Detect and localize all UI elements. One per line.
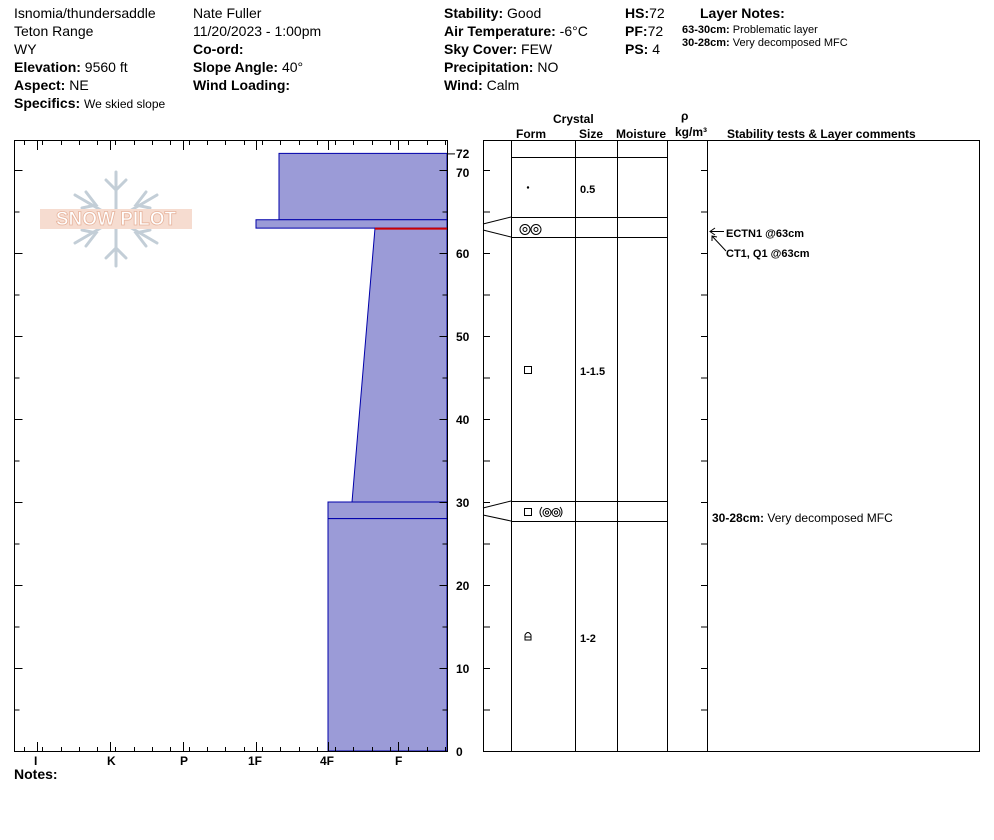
hardness-tick-label: I	[34, 754, 38, 768]
hs-label: HS:	[625, 5, 650, 21]
coord-label: Co-ord:	[193, 41, 244, 57]
elevation-value: 9560 ft	[84, 59, 128, 75]
dot-crystal-icon	[527, 186, 529, 188]
layer-comment	[712, 509, 893, 527]
double-circle-crystal-icon	[520, 225, 541, 235]
layer-comment-range: 30-28cm:	[712, 511, 765, 525]
hardness-tick-label: 4F	[320, 754, 335, 768]
sky-value: FEW	[521, 41, 553, 57]
hardness-tick-label: P	[180, 754, 189, 768]
snowpilot-logo	[40, 172, 192, 266]
layer-note-2-range: 30-28cm:	[682, 37, 730, 49]
depth-tick-label: 50	[456, 330, 470, 344]
double-circle-crystal-icon-2	[540, 507, 562, 517]
depth-tick-label: 70	[456, 166, 470, 180]
range: Teton Range	[14, 23, 94, 39]
hardness-layer-1	[279, 153, 447, 219]
layer-comment-text: Very decomposed MFC	[767, 511, 893, 525]
specifics-label: Specifics:	[14, 95, 81, 111]
hardness-tick-label: 1F	[248, 754, 263, 768]
datetime: 11/20/2023 - 1:00pm	[193, 23, 322, 39]
airtemp-value: -6°C	[559, 23, 588, 39]
hardness-tick-label: K	[107, 754, 116, 768]
rho-header: ρ	[681, 109, 689, 123]
depth-tick-label: 60	[456, 247, 470, 261]
layer-boundary-link	[483, 217, 511, 224]
precip-label: Precipitation:	[444, 59, 534, 75]
size-label-3: 1-1.5	[580, 366, 606, 378]
notes-label: Notes:	[14, 766, 58, 782]
stability-label: Stability:	[444, 5, 504, 21]
hardness-layer-2	[256, 220, 447, 228]
depth-tick-label: 72	[456, 147, 470, 162]
square-crystal-icon	[525, 367, 532, 374]
depth-tick-label: 0	[456, 745, 463, 759]
state: WY	[14, 41, 37, 57]
hs-value: 72	[649, 5, 665, 21]
observer: Nate Fuller	[193, 5, 262, 21]
layer-note-1-range: 63-30cm:	[682, 24, 730, 36]
layer-note-2-text: Very decomposed MFC	[732, 37, 848, 49]
crystal-header: Crystal	[553, 112, 594, 126]
depth-tick-label: 20	[456, 579, 470, 593]
precip-value: NO	[537, 59, 559, 75]
aspect-label: Aspect:	[14, 77, 66, 93]
moisture-header: Moisture	[616, 127, 667, 141]
depth-tick-label: 30	[456, 496, 470, 510]
layer-boundary-link	[483, 230, 511, 237]
aspect-value: NE	[69, 77, 89, 93]
wind-label: Wind:	[444, 77, 483, 93]
wind-loading-label: Wind Loading:	[193, 77, 291, 93]
form-header: Form	[516, 127, 546, 141]
hardness-layer-3	[352, 228, 447, 502]
depth-tick-label: 10	[456, 662, 470, 676]
hardness-tick-label: F	[395, 754, 403, 768]
size-header: Size	[579, 127, 604, 141]
hardness-layer-5	[328, 519, 447, 751]
hardness-layer-4	[328, 502, 447, 519]
airtemp-label: Air Temperature:	[444, 23, 556, 39]
square-crystal-icon-2	[525, 509, 532, 516]
pf-value: 72	[647, 23, 664, 39]
pf-label: PF:	[625, 23, 648, 39]
specifics-value: We skied slope	[84, 97, 166, 111]
size-label-1: 0.5	[580, 184, 596, 196]
location: Isnomia/thundersaddle	[14, 5, 156, 21]
hardness-layers	[256, 153, 447, 751]
logo-text: SNOW PILOT	[55, 209, 177, 230]
size-label-5: 1-2	[580, 633, 596, 645]
slope-value: 40°	[281, 59, 304, 75]
stability-test-2: CT1, Q1 @63cm	[726, 248, 810, 260]
cup-crystal-icon	[525, 633, 531, 641]
depth-tick-label: 40	[456, 413, 470, 427]
elevation-label: Elevation:	[14, 59, 81, 75]
wind-value: Calm	[486, 77, 520, 93]
slope-label: Slope Angle:	[193, 59, 279, 75]
ps-label: PS:	[625, 41, 649, 57]
sky-label: Sky Cover:	[444, 41, 518, 57]
density-unit-header: kg/m³	[675, 125, 708, 139]
stability-test-1: ECTN1 @63cm	[726, 228, 804, 240]
stability-tests-header: Stability tests & Layer comments	[727, 127, 916, 141]
stability-value: Good	[507, 5, 542, 21]
ps-value: 4	[652, 41, 661, 57]
stability-test-arrows	[710, 228, 726, 251]
layer-table-grid	[483, 140, 726, 751]
layer-note-1-text: Problematic layer	[732, 24, 818, 36]
layer-boundary-link	[483, 515, 511, 521]
layer-notes-title: Layer Notes:	[700, 5, 785, 21]
